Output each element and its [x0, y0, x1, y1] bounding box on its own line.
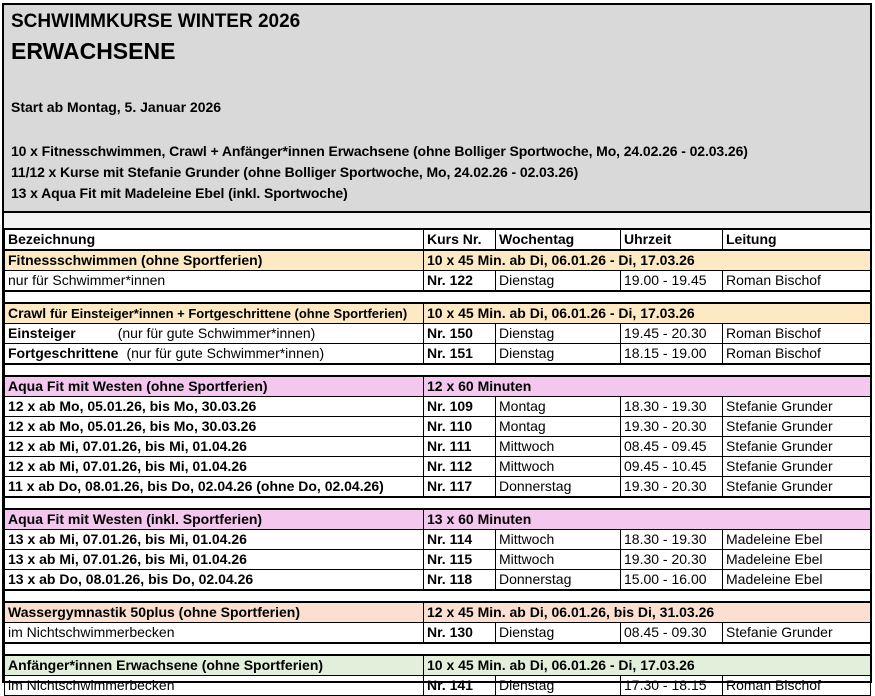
course-row — [5, 457, 871, 477]
course-description — [5, 623, 424, 644]
course-description — [5, 324, 424, 344]
time: 18.15 - 19.00 — [621, 344, 723, 365]
spacer-cell — [723, 590, 871, 602]
group-header-row — [5, 509, 871, 530]
group-title-extra: für Einsteiger*innen + Fortgeschrittene (ohne Sportferien) — [50, 306, 408, 321]
weekday: Mittwoch — [496, 530, 621, 550]
course-number: Nr. 151 — [424, 344, 496, 365]
course-description — [5, 570, 424, 591]
group-title: Aqua Fit mit Westen (ohne Sportferien) — [8, 378, 268, 394]
time: 08.45 - 09.30 — [621, 623, 723, 644]
course-number: Nr. 109 — [424, 397, 496, 417]
course-row — [5, 550, 871, 570]
col-header-wochentag: Wochentag — [496, 230, 621, 250]
course-description-main: 12 x ab Mo, 05.01.26, bis Mo, 30.03.26 — [8, 398, 257, 414]
instructor: Stefanie Grunder — [723, 477, 871, 498]
course-description — [5, 271, 424, 292]
weekday: Dienstag — [496, 271, 621, 292]
course-number: Nr. 118 — [424, 570, 496, 591]
course-description-note: nur für Schwimmer*innen — [8, 272, 166, 288]
spacer-cell — [496, 364, 621, 376]
course-description-main: Fortgeschrittene — [8, 345, 119, 361]
course-number: Nr. 112 — [424, 457, 496, 477]
course-row — [5, 530, 871, 550]
course-description — [5, 457, 424, 477]
group-summary: 12 x 45 Min. ab Di, 06.01.26, bis Di, 31.03.26 — [424, 602, 871, 623]
spacer-cell — [5, 643, 424, 655]
group-header-row — [5, 303, 871, 324]
course-row — [5, 570, 871, 591]
instructor: Roman Bischof — [723, 344, 871, 365]
course-number: Nr. 141 — [424, 676, 496, 696]
spacer-cell — [496, 291, 621, 303]
weekday: Donnerstag — [496, 477, 621, 498]
header-panel — [4, 5, 870, 213]
course-number: Nr. 122 — [424, 271, 496, 292]
group-title: Wassergymnastik 50plus (ohne Sportferien) — [8, 604, 300, 620]
start-date: Start ab Montag, 5. Januar 2026 — [11, 99, 222, 115]
weekday: Mittwoch — [496, 550, 621, 570]
spacer-cell — [424, 291, 496, 303]
group-summary: 12 x 60 Minuten — [424, 376, 871, 397]
course-description-main: Einsteiger — [8, 325, 76, 341]
course-row — [5, 344, 871, 365]
course-description — [5, 550, 424, 570]
spacer-cell — [496, 497, 621, 509]
group-summary: 10 x 45 Min. ab Di, 06.01.26 - Di, 17.03.26 — [424, 303, 871, 324]
spacer-cell — [5, 364, 424, 376]
spacer-row — [5, 590, 871, 602]
instructor: Stefanie Grunder — [723, 457, 871, 477]
spacer-cell — [424, 590, 496, 602]
course-row — [5, 271, 871, 292]
spacer-cell — [5, 497, 424, 509]
group-title-cell — [5, 250, 424, 271]
group-title-cell — [5, 376, 424, 397]
course-description — [5, 437, 424, 457]
group-header-row — [5, 602, 871, 623]
group-summary: 13 x 60 Minuten — [424, 509, 871, 530]
group-summary: 10 x 45 Min. ab Di, 06.01.26 - Di, 17.03.26 — [424, 250, 871, 271]
instructor: Roman Bischof — [723, 271, 871, 292]
group-header-row — [5, 250, 871, 271]
instructor: Stefanie Grunder — [723, 623, 871, 644]
group-title: Crawl — [8, 305, 47, 321]
course-row — [5, 417, 871, 437]
time: 17.30 - 18.15 — [621, 676, 723, 696]
course-row — [5, 477, 871, 498]
course-number: Nr. 130 — [424, 623, 496, 644]
time: 08.45 - 09.45 — [621, 437, 723, 457]
course-description-main: 11 x ab Do, 08.01.26, bis Do, 02.04.26 (ohne Do, 02.04.26) — [8, 478, 384, 494]
spacer-cell — [723, 643, 871, 655]
weekday: Montag — [496, 417, 621, 437]
spacer-cell — [496, 590, 621, 602]
spacer-row — [5, 497, 871, 509]
course-number: Nr. 114 — [424, 530, 496, 550]
col-header-bezeichnung: Bezeichnung — [5, 230, 424, 250]
group-title-cell — [5, 602, 424, 623]
course-description — [5, 530, 424, 550]
spacer-cell — [424, 643, 496, 655]
time: 19.30 - 20.30 — [621, 477, 723, 498]
course-sheet — [2, 3, 872, 693]
course-number: Nr. 117 — [424, 477, 496, 498]
instructor: Madeleine Ebel — [723, 570, 871, 591]
group-header-row — [5, 655, 871, 676]
weekday: Dienstag — [496, 623, 621, 644]
spacer-cell — [723, 364, 871, 376]
spacer-cell — [621, 497, 723, 509]
course-row — [5, 437, 871, 457]
spacer-cell — [424, 364, 496, 376]
course-description-note: im Nichtschwimmerbecken — [8, 677, 175, 693]
course-description — [5, 417, 424, 437]
course-description — [5, 344, 424, 365]
spacer-row — [5, 291, 871, 303]
course-description-note: (nur für gute Schwimmer*innen) — [126, 345, 325, 361]
spacer-cell — [496, 643, 621, 655]
course-number: Nr. 110 — [424, 417, 496, 437]
course-row — [5, 397, 871, 417]
spacer-cell — [621, 590, 723, 602]
note-2: 11/12 x Kurse mit Stefanie Grunder (ohne Bolliger Sportwoche, Mo, 24.02.26 - 02.03.26) — [11, 164, 579, 180]
instructor: Madeleine Ebel — [723, 550, 871, 570]
time: 19.45 - 20.30 — [621, 324, 723, 344]
group-header-row — [5, 376, 871, 397]
weekday: Mittwoch — [496, 457, 621, 477]
course-row — [5, 623, 871, 644]
time: 19.30 - 20.30 — [621, 550, 723, 570]
col-header-kurs-nr: Kurs Nr. — [424, 230, 496, 250]
instructor: Roman Bischof — [723, 676, 871, 696]
spacer-row — [5, 643, 871, 655]
group-summary: 10 x 45 Min. ab Di, 06.01.26 - Di, 17.03.26 — [424, 655, 871, 676]
instructor: Stefanie Grunder — [723, 437, 871, 457]
course-number: Nr. 150 — [424, 324, 496, 344]
title-line-1: SCHWIMMKURSE WINTER 2026 — [11, 11, 301, 32]
course-description-main: 12 x ab Mo, 05.01.26, bis Mo, 30.03.26 — [8, 418, 257, 434]
course-description-note: (nur für gute Schwimmer*innen) — [117, 325, 316, 341]
weekday: Donnerstag — [496, 570, 621, 591]
time: 15.00 - 16.00 — [621, 570, 723, 591]
course-table — [4, 230, 871, 696]
note-1: 10 x Fitnesschwimmen, Crawl + Anfänger*innen Erwachsene (ohne Bolliger Sportwoche, Mo, 24.02.26 - 02.03.26) — [11, 143, 748, 159]
group-title: Anfänger*innen Erwachsene (ohne Sportferien) — [8, 657, 324, 673]
weekday: Dienstag — [496, 344, 621, 365]
course-row — [5, 324, 871, 344]
spacer-cell — [723, 291, 871, 303]
course-number: Nr. 111 — [424, 437, 496, 457]
weekday: Dienstag — [496, 324, 621, 344]
group-title-cell — [5, 655, 424, 676]
spacer-cell — [621, 291, 723, 303]
spacer-cell — [621, 643, 723, 655]
weekday: Dienstag — [496, 676, 621, 696]
spacer-strip — [4, 213, 870, 230]
instructor: Stefanie Grunder — [723, 397, 871, 417]
spacer-cell — [424, 497, 496, 509]
spacer-row — [5, 364, 871, 376]
time: 18.30 - 19.30 — [621, 397, 723, 417]
course-description — [5, 397, 424, 417]
spacer-cell — [723, 497, 871, 509]
spacer-cell — [621, 364, 723, 376]
course-description — [5, 676, 424, 696]
time: 18.30 - 19.30 — [621, 530, 723, 550]
instructor: Roman Bischof — [723, 324, 871, 344]
group-title-cell — [5, 303, 424, 324]
course-description — [5, 477, 424, 498]
spacer-cell — [5, 291, 424, 303]
group-title: Fitnessschwimmen (ohne Sportferien) — [8, 252, 263, 268]
col-header-uhrzeit: Uhrzeit — [621, 230, 723, 250]
time: 19.30 - 20.30 — [621, 417, 723, 437]
weekday: Mittwoch — [496, 437, 621, 457]
instructor: Stefanie Grunder — [723, 417, 871, 437]
title-line-2: ERWACHSENE — [11, 38, 176, 64]
note-3: 13 x Aqua Fit mit Madeleine Ebel (inkl. Sportwoche) — [11, 185, 348, 201]
course-description-main: 12 x ab Mi, 07.01.26, bis Mi, 01.04.26 — [8, 438, 247, 454]
course-description-main: 13 x ab Mi, 07.01.26, bis Mi, 01.04.26 — [8, 551, 247, 567]
group-title: Aqua Fit mit Westen (inkl. Sportferien) — [8, 511, 263, 527]
course-description-main: 13 x ab Mi, 07.01.26, bis Mi, 01.04.26 — [8, 531, 247, 547]
table-header-row — [5, 230, 871, 250]
course-description-note: im Nichtschwimmerbecken — [8, 624, 175, 640]
course-description-main: 12 x ab Mi, 07.01.26, bis Mi, 01.04.26 — [8, 458, 247, 474]
instructor: Madeleine Ebel — [723, 530, 871, 550]
time: 19.00 - 19.45 — [621, 271, 723, 292]
course-description-main: 13 x ab Do, 08.01.26, bis Do, 02.04.26 — [8, 571, 254, 587]
time: 09.45 - 10.45 — [621, 457, 723, 477]
weekday: Montag — [496, 397, 621, 417]
col-header-leitung: Leitung — [723, 230, 871, 250]
course-row — [5, 676, 871, 696]
group-title-cell — [5, 509, 424, 530]
spacer-cell — [5, 590, 424, 602]
course-number: Nr. 115 — [424, 550, 496, 570]
